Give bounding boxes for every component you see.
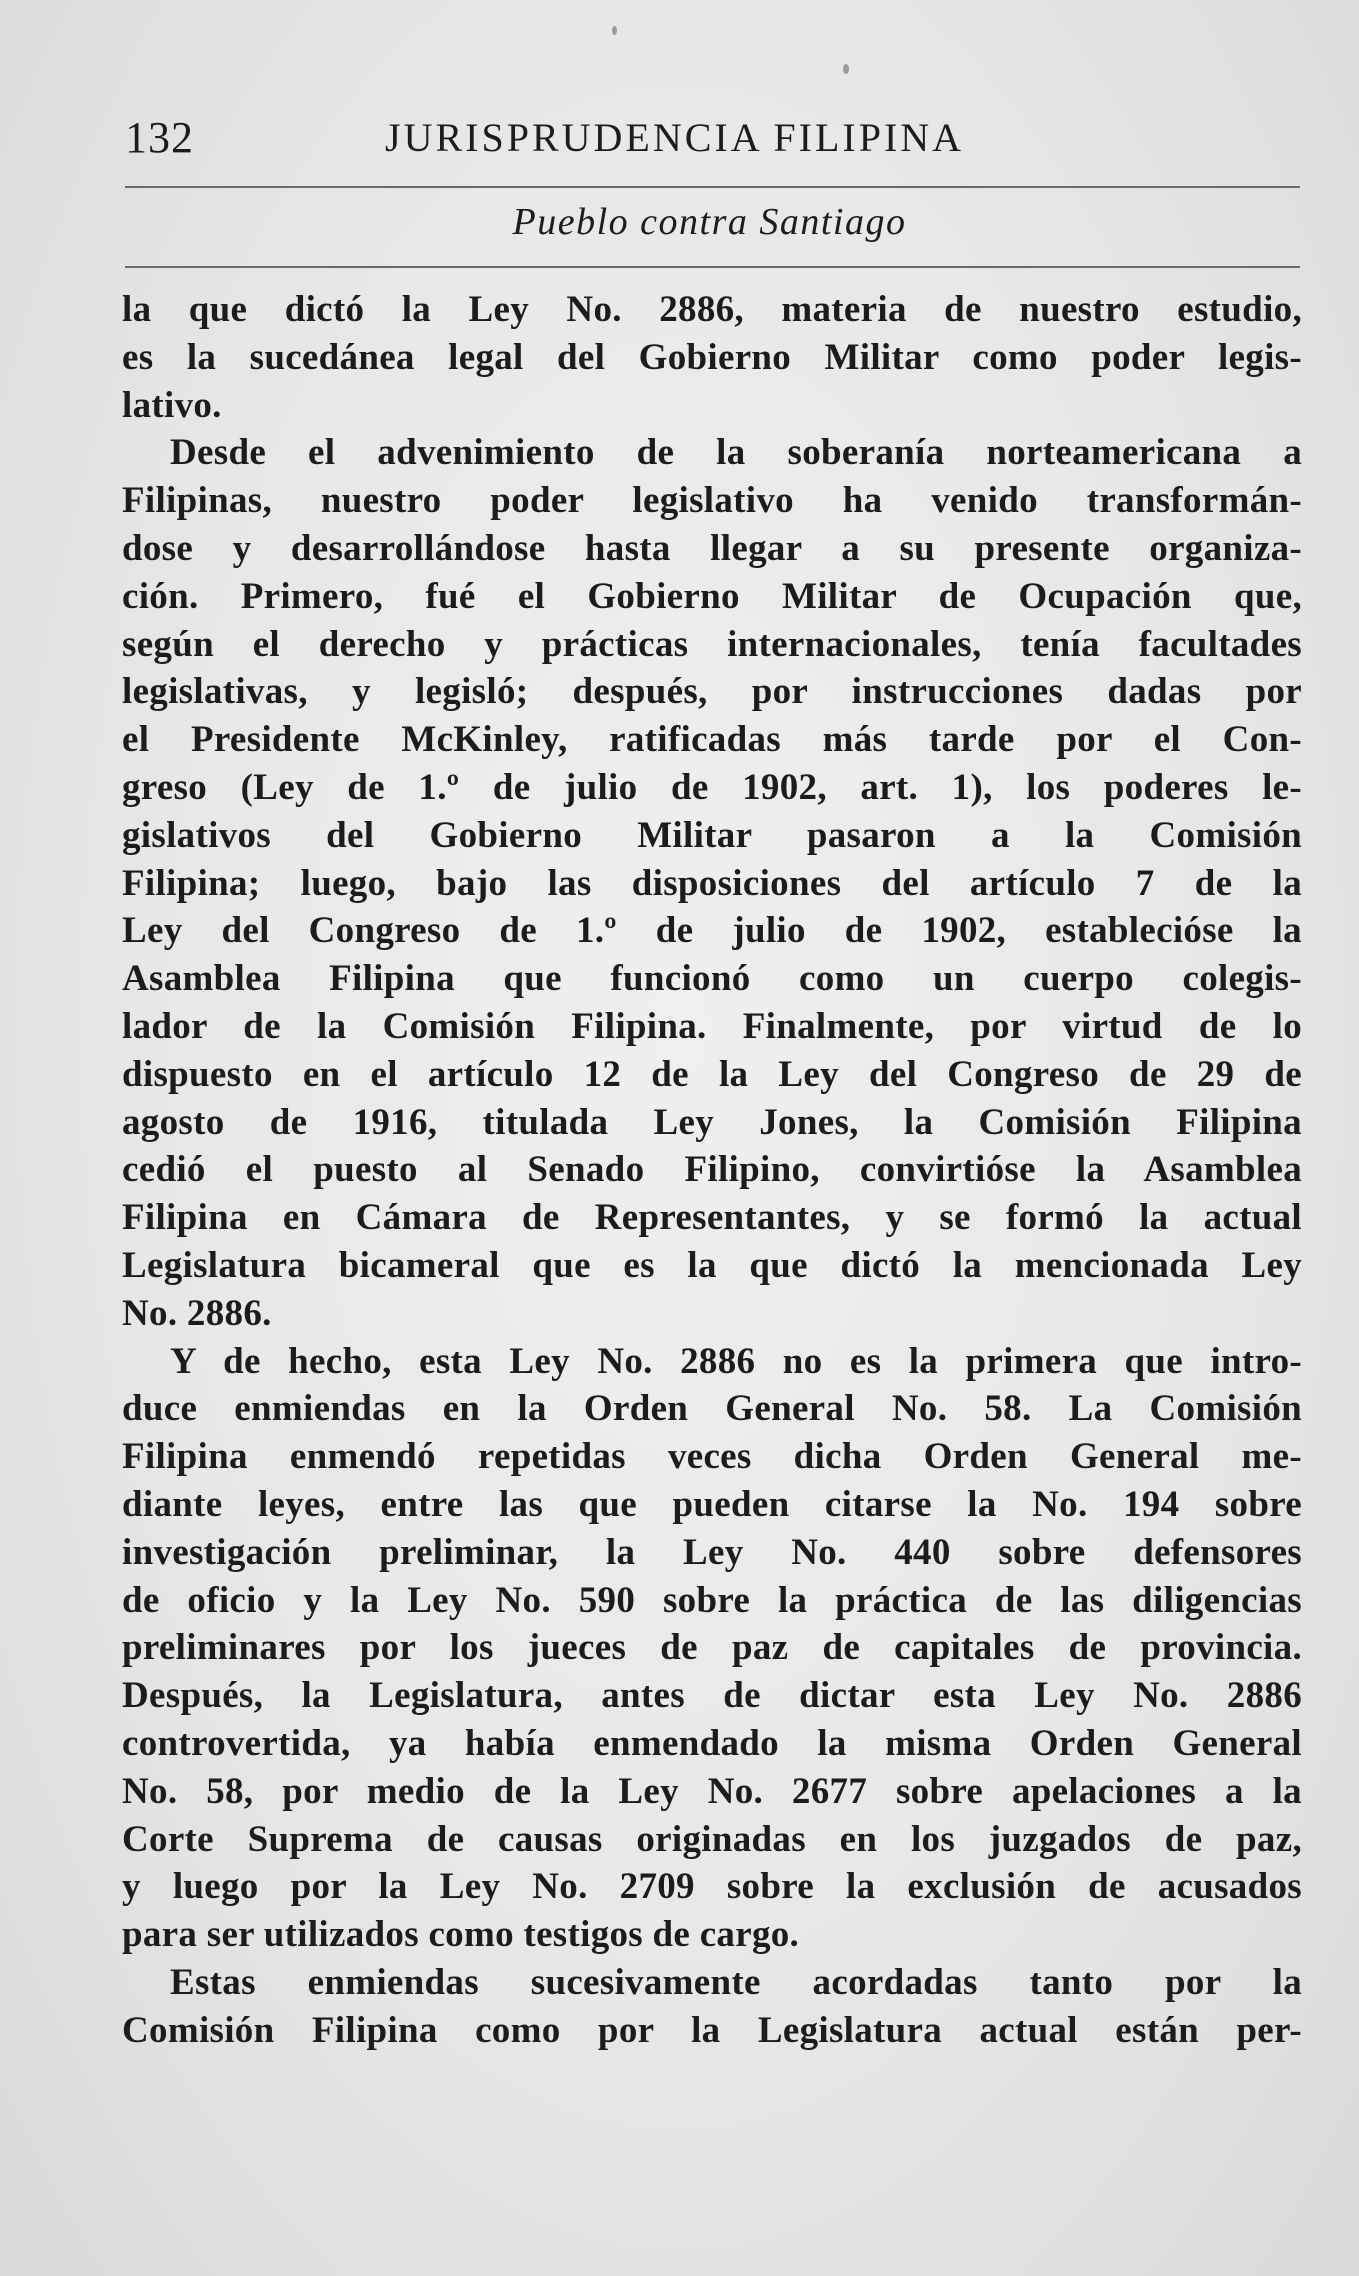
text-line: preliminares por los jueces de paz de capitales de provincia. xyxy=(122,1627,1302,1669)
text-line: Ley del Congreso de 1.º de julio de 1902, establecióse la xyxy=(122,910,1302,952)
text-line: controvertida, ya había enmendado la misma Orden General xyxy=(122,1722,1302,1764)
text-line: Filipina enmendó repetidas veces dicha Orden General me- xyxy=(122,1436,1302,1478)
text-line: dispuesto en el artículo 12 de la Ley del Congreso de 29 de xyxy=(122,1053,1302,1095)
text-line: legislativas, y legisló; después, por instrucciones dadas por xyxy=(122,671,1302,713)
text-line: el Presidente McKinley, ratificadas más tarde por el Con- xyxy=(122,719,1302,761)
text-line: para ser utilizados como testigos de cargo. xyxy=(122,1914,800,1956)
text-line: Filipina; luego, bajo las disposiciones del artículo 7 de la xyxy=(122,862,1302,904)
text-line: duce enmiendas en la Orden General No. 58. La Comisión xyxy=(122,1388,1302,1430)
text-line: Estas enmiendas sucesivamente acordadas tanto por la xyxy=(170,1961,1302,2003)
text-line: Comisión Filipina como por la Legislatura actual están per- xyxy=(122,2009,1302,2051)
text-line: y luego por la Ley No. 2709 sobre la exclusión de acusados xyxy=(122,1866,1302,1908)
text-line: ción. Primero, fué el Gobierno Militar de Ocupación que, xyxy=(122,575,1302,617)
text-line: de oficio y la Ley No. 590 sobre la práctica de las diligencias xyxy=(122,1579,1302,1621)
header-rule-top xyxy=(125,186,1300,188)
text-line: No. 58, por medio de la Ley No. 2677 sobre apelaciones a la xyxy=(122,1770,1302,1812)
text-line: cedió el puesto al Senado Filipino, convirtióse la Asamblea xyxy=(122,1149,1302,1191)
text-line: lativo. xyxy=(122,384,222,426)
header-rule-bottom xyxy=(125,266,1300,268)
text-line: greso (Ley de 1.º de julio de 1902, art. 1), los poderes le- xyxy=(122,766,1302,808)
text-line: No. 2886. xyxy=(122,1292,272,1334)
text-line: según el derecho y prácticas internacionales, tenía facultades xyxy=(122,623,1302,665)
text-line: agosto de 1916, titulada Ley Jones, la Comisión Filipina xyxy=(122,1101,1302,1143)
text-line: Después, la Legislatura, antes de dictar esta Ley No. 2886 xyxy=(122,1675,1302,1717)
case-title: Pueblo contra Santiago xyxy=(512,201,907,243)
scan-speck xyxy=(612,26,617,35)
text-line: Legislatura bicameral que es la que dictó la mencionada Ley xyxy=(122,1244,1302,1286)
text-line: Corte Suprema de causas originadas en los juzgados de paz, xyxy=(122,1818,1302,1860)
scan-speck xyxy=(843,64,849,74)
text-line: Y de hecho, esta Ley No. 2886 no es la primera que intro- xyxy=(170,1340,1302,1382)
text-line: Desde el advenimiento de la soberanía norteamericana a xyxy=(170,432,1302,474)
text-line: Filipina en Cámara de Representantes, y se formó la actual xyxy=(122,1197,1302,1239)
text-line: gislativos del Gobierno Militar pasaron a la Comisión xyxy=(122,814,1302,856)
text-line: Filipinas, nuestro poder legislativo ha venido transformán- xyxy=(122,480,1302,522)
text-line: es la sucedánea legal del Gobierno Militar como poder legis- xyxy=(122,336,1302,378)
text-line: lador de la Comisión Filipina. Finalmente, por virtud de lo xyxy=(122,1005,1302,1047)
text-line: dose y desarrollándose hasta llegar a su presente organiza- xyxy=(122,527,1302,569)
text-line: Asamblea Filipina que funcionó como un cuerpo colegis- xyxy=(122,958,1302,1000)
body-text xyxy=(122,286,1302,2054)
page-header xyxy=(125,112,1300,172)
running-title: JURISPRUDENCIA FILIPINA xyxy=(385,115,965,160)
page-number: 132 xyxy=(125,113,194,162)
text-line: diante leyes, entre las que pueden citarse la No. 194 sobre xyxy=(122,1483,1302,1525)
text-line: investigación preliminar, la Ley No. 440 sobre defensores xyxy=(122,1531,1302,1573)
text-line: la que dictó la Ley No. 2886, materia de nuestro estudio, xyxy=(122,289,1302,330)
